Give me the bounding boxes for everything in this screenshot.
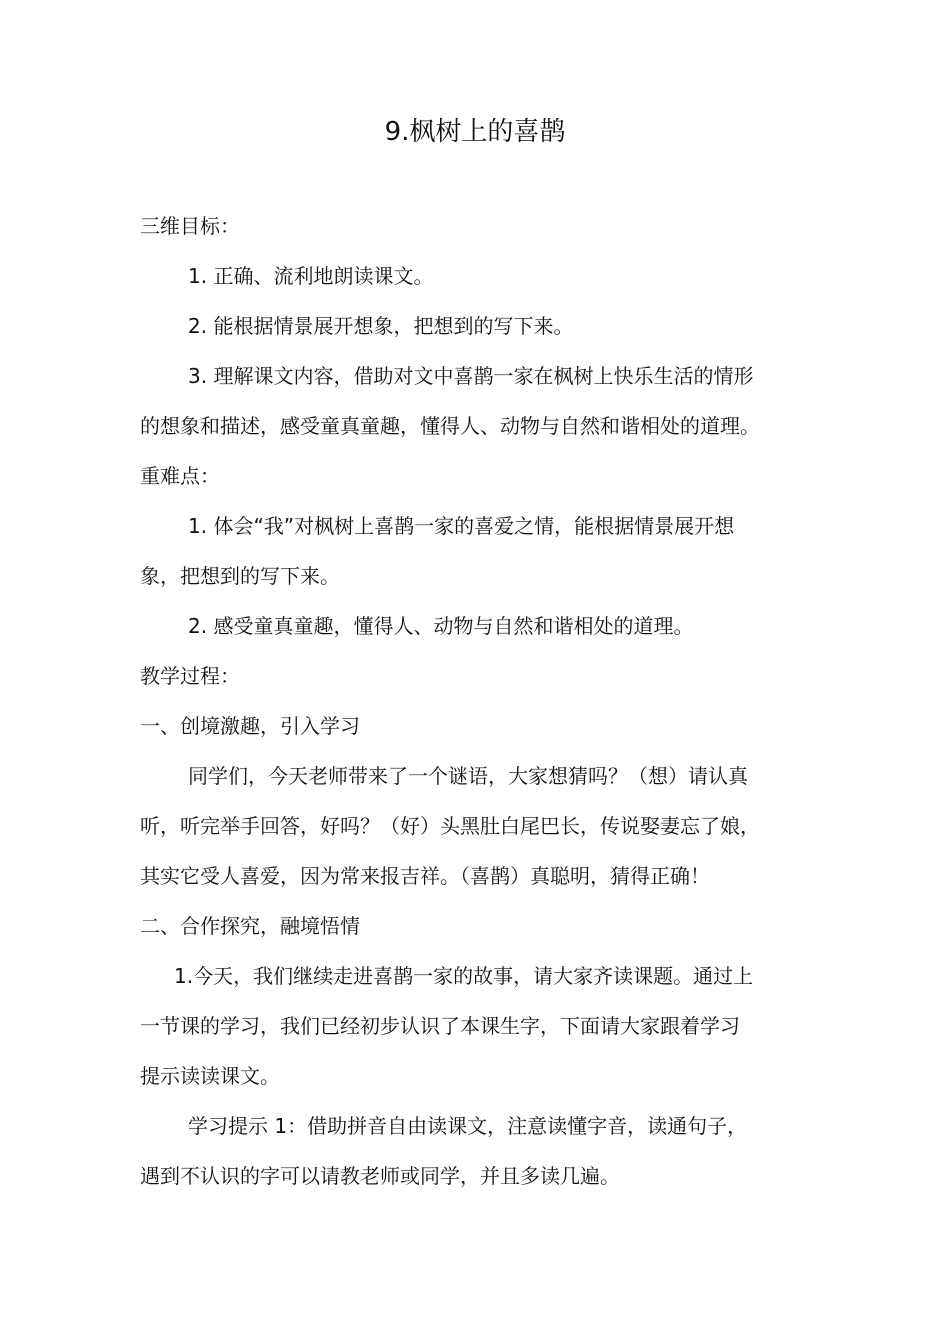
paragraph-reading-line-1: 1.今天，我们继续走进喜鹊一家的故事，请大家齐读课题。通过上 [174,964,754,988]
paragraph-reading-line-2: 一节课的学习，我们已经初步认识了本课生字，下面请大家跟着学习 [140,1014,740,1038]
paragraph-reading-line-3: 提示读读课文。 [140,1064,280,1088]
study-tip-line-1: 学习提示 1：借助拼音自由读课文，注意读懂字音，读通句子， [188,1114,748,1138]
objective-item-3-continued: 的想象和描述，感受童真童趣，懂得人、动物与自然和谐相处的道理。 [140,414,760,438]
objective-item-2: 2. 能根据情景展开想象，把想到的写下来。 [188,314,574,338]
paragraph-riddle-line-1: 同学们，今天老师带来了一个谜语，大家想猜吗？（想）请认真 [188,764,748,788]
subheading-step-2: 二、合作探究，融境悟情 [140,914,360,938]
key-point-item-1-continued: 象，把想到的写下来。 [140,564,340,588]
objective-item-1: 1. 正确、流利地朗读课文。 [188,264,434,288]
section-heading-process: 教学过程： [140,664,240,688]
section-heading-key-points: 重难点： [140,464,220,488]
subheading-step-1: 一、创境激趣，引入学习 [140,714,360,738]
key-point-item-2: 2. 感受童真童趣，懂得人、动物与自然和谐相处的道理。 [188,614,694,638]
objective-item-3: 3. 理解课文内容，借助对文中喜鹊一家在枫树上快乐生活的情形 [188,364,754,388]
page-title: 9.枫树上的喜鹊 [384,117,566,147]
section-heading-objectives: 三维目标： [140,214,240,238]
paragraph-riddle-line-2: 听，听完举手回答，好吗？（好）头黑肚白尾巴长，传说娶妻忘了娘， [140,814,760,838]
paragraph-riddle-line-3: 其实它受人喜爱，因为常来报吉祥。（喜鹊）真聪明，猜得正确！ [140,864,710,888]
key-point-item-1: 1. 体会“我”对枫树上喜鹊一家的喜爱之情，能根据情景展开想 [188,514,735,538]
study-tip-line-2: 遇到不认识的字可以请教老师或同学，并且多读几遍。 [140,1164,620,1188]
